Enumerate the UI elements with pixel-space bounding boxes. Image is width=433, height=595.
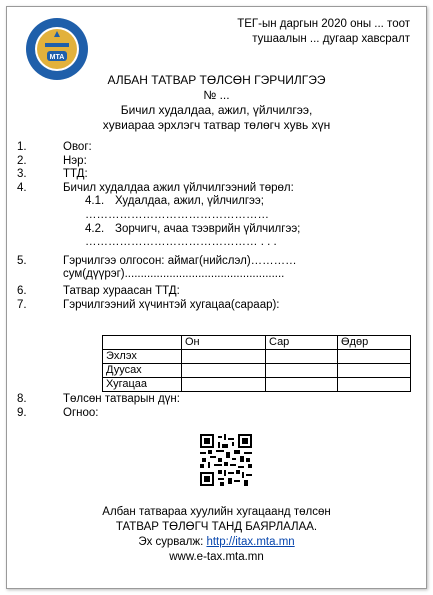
field-surname: 1. Овог: xyxy=(17,141,92,153)
field-issued-district: сум(дүүрэг).................................................. xyxy=(63,268,285,281)
thank-you-footer xyxy=(7,505,426,565)
logo-mark: МТА xyxy=(49,54,65,61)
title-main: АЛБАН ТАТВАР ТӨЛСӨН ГЭРЧИЛГЭЭ xyxy=(107,73,326,87)
field-list-2 xyxy=(17,393,180,420)
footer-line-2: ТАТВАР ТӨЛӨГЧ ТАНД БАЯРЛАЛАА. xyxy=(115,521,318,533)
table-row: Хугацаа xyxy=(103,378,411,392)
footer-site: www.e-tax.mta.mn xyxy=(169,551,264,563)
title-number: № ... xyxy=(203,88,230,102)
qr-code-icon xyxy=(200,434,252,486)
table-row: Эхлэх xyxy=(103,350,411,364)
field-validity: 7. Гэрчилгээний хүчинтэй хугацаа(сараар): xyxy=(17,298,280,311)
field-tax-amount: 8. Төлсөн татварын дүн: xyxy=(17,393,180,405)
title-sub-2: хувиараа эрхлэгч татвар төлөгч хувь хүн xyxy=(102,118,331,132)
tax-authority-logo-icon xyxy=(25,17,89,81)
field-collector-tin: 6. Татвар хураасан ТТД: xyxy=(17,284,180,297)
field-name: 2. Нэр: xyxy=(17,154,87,167)
field-service-transport: 4.2. Зорчигч, ачаа тээврийн үйлчилгээ; xyxy=(85,222,301,235)
header-line-1: ТЕГ-ын даргын 2020 оны ... тоот xyxy=(237,18,410,30)
field-list xyxy=(17,141,301,312)
document-title xyxy=(7,73,426,133)
footer-line-1: Албан татвараа хуулийн хугацаанд төлсөн xyxy=(102,506,331,518)
field-tin: 3. ТТД: xyxy=(17,168,88,181)
field-service-transport-dots: ……………………………………… . . . xyxy=(85,236,277,249)
certificate-page xyxy=(6,6,427,589)
field-date: 9. Огноо: xyxy=(17,406,99,419)
appendix-header xyxy=(237,17,410,47)
table-header-row: Он Сар Өдөр xyxy=(103,336,411,350)
table-row: Дуусах xyxy=(103,364,411,378)
validity-table xyxy=(102,335,411,392)
header-line-2: тушаалын ... дугаар хавсралт xyxy=(252,33,410,45)
footer-source: Эх сурвалж: http://itax.mta.mn xyxy=(138,536,295,548)
title-sub-1: Бичил худалдаа, ажил, үйлчилгээ, xyxy=(120,103,313,117)
field-service-trade-dots: ………………………………………… xyxy=(85,208,269,221)
source-link[interactable]: http://itax.mta.mn xyxy=(206,536,295,548)
field-service-trade: 4.1. Худалдаа, ажил, үйлчилгээ; xyxy=(85,195,264,208)
field-issued-location: 5. Гэрчилгээ олгосон: аймаг(нийслэл)………… xyxy=(17,254,297,267)
field-service-type: 4. Бичил худалдаа ажил үйлчилгээний төрөл: xyxy=(17,181,294,194)
